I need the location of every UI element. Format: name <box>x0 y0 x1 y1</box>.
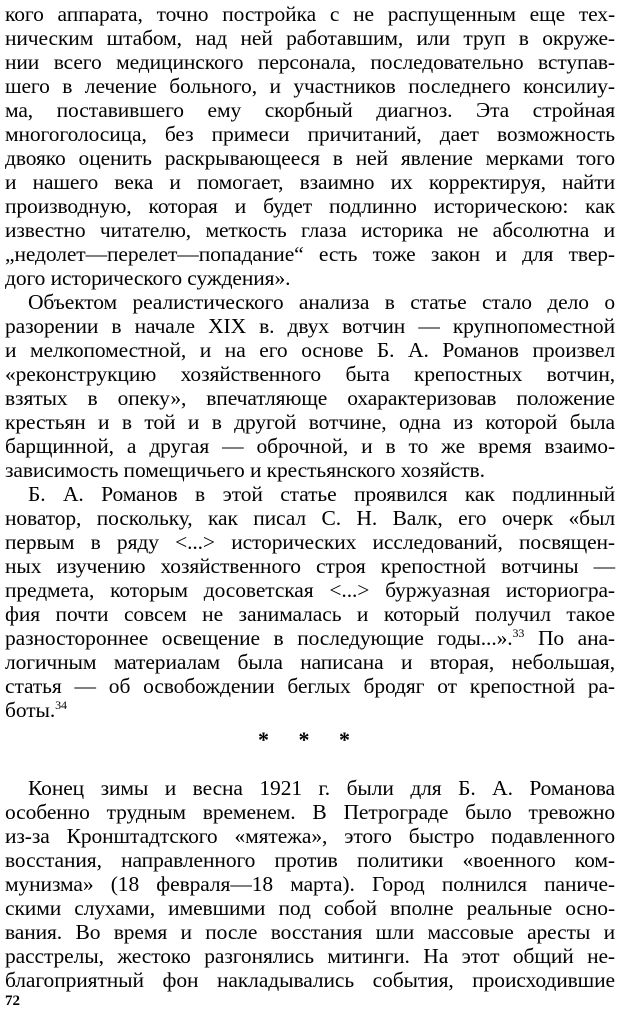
text-line: ническим штабом, над ней работавшим, или труп в окруже- <box>5 26 615 50</box>
text-line: новатор, поскольку, как писал С. Н. Валк, его очерк «был <box>5 506 615 530</box>
text-line <box>5 698 615 722</box>
text-line: Объектом реалистического анализа в статье стало дело о <box>28 290 615 314</box>
text-segment: По ана- <box>524 626 615 650</box>
text-line: ма, поставившего ему скорбный диагноз. Эта стройная <box>5 98 615 122</box>
text-line: из-за Кронштадтского «мятежа», этого быстро подавленного <box>5 824 615 848</box>
footnote-ref[interactable]: 33 <box>512 625 525 640</box>
text-line: предмета, которым досоветская <...> буржуазная историогра- <box>5 578 615 602</box>
footnote-ref[interactable]: 34 <box>55 697 67 712</box>
text-line: известно читателю, меткость глаза историка не абсолютна и <box>5 218 615 242</box>
text-segment: боты. <box>5 698 56 722</box>
text-line: статья — об освобождении беглых бродяг от крепостной ра- <box>5 674 615 698</box>
text-line <box>5 626 615 650</box>
text-line: и нашего века и помогает, взаимно их корректируя, найти <box>5 170 615 194</box>
text-line: шего в лечение больного, и участников последнего консилиу- <box>5 74 615 98</box>
text-line: «реконструкцию хозяйственного быта крепостных вотчин, <box>5 362 615 386</box>
text-line: первым в ряду <...> исторических исследований, посвящен- <box>5 530 615 554</box>
text-line: барщинной, а другая — оброчной, и в то же время взаимо- <box>5 434 615 458</box>
text-line: расстрелы, жестоко разгонялись митинги. На этот общий не- <box>5 944 615 968</box>
text-line: Конец зимы и весна 1921 г. были для Б. А. Романова <box>28 776 615 800</box>
text-line: разорении в начале XIX в. двух вотчин — крупнопоместной <box>5 314 615 338</box>
text-line: нии всего медицинского персонала, последовательно вступав- <box>5 50 615 74</box>
text-line: двояко оценить раскрывающееся в ней явление мерками того <box>5 146 615 170</box>
text-line: и мелкопоместной, и на его основе Б. А. Романов произвел <box>5 338 615 362</box>
text-line: логичным материалам была написана и вторая, небольшая, <box>5 650 615 674</box>
text-line: „недолет—перелет—попадание“ есть тоже закон и для твер- <box>5 242 615 266</box>
text-line: вания. Во время и после восстания шли массовые аресты и <box>5 920 615 944</box>
text-line: производную, которая и будет подлинно историческою: как <box>5 194 615 218</box>
text-line: зависимость помещичьего и крестьянского хозяйств. <box>5 458 485 482</box>
text-line: крестьян и в той и в другой вотчине, одна из которой была <box>5 410 615 434</box>
text-line: многоголосица, без примеси причитаний, дает возможность <box>5 122 615 146</box>
text-line: кого аппарата, точно постройка с не распущенным еще тех- <box>5 2 615 26</box>
text-line: восстания, направленного против политики «военного ком- <box>5 848 615 872</box>
text-line: особенно трудным временем. В Петрограде было тревожно <box>5 800 615 824</box>
text-line: ных изучению хозяйственного строя крепостной вотчины — <box>5 554 615 578</box>
text-line: мунизма» (18 февраля—18 марта). Город полнился паниче- <box>5 872 615 896</box>
text-line: дого исторического суждения». <box>5 266 291 290</box>
text-line: взятых в опеку», впечатляюще охарактеризовав положение <box>5 386 615 410</box>
page-number: 72 <box>5 993 20 1009</box>
section-separator: * * * <box>258 727 362 752</box>
text-line: фия почти совсем не занималась и который получил такое <box>5 602 615 626</box>
text-segment: разностороннее освещение в последующие годы...». <box>5 626 513 650</box>
text-line: скими слухами, имевшими под собой вполне реальные осно- <box>5 896 615 920</box>
text-line: Б. А. Романов в этой статье проявился как подлинный <box>28 482 615 506</box>
text-line: благоприятный фон накладывались события, происходившие <box>5 968 615 992</box>
